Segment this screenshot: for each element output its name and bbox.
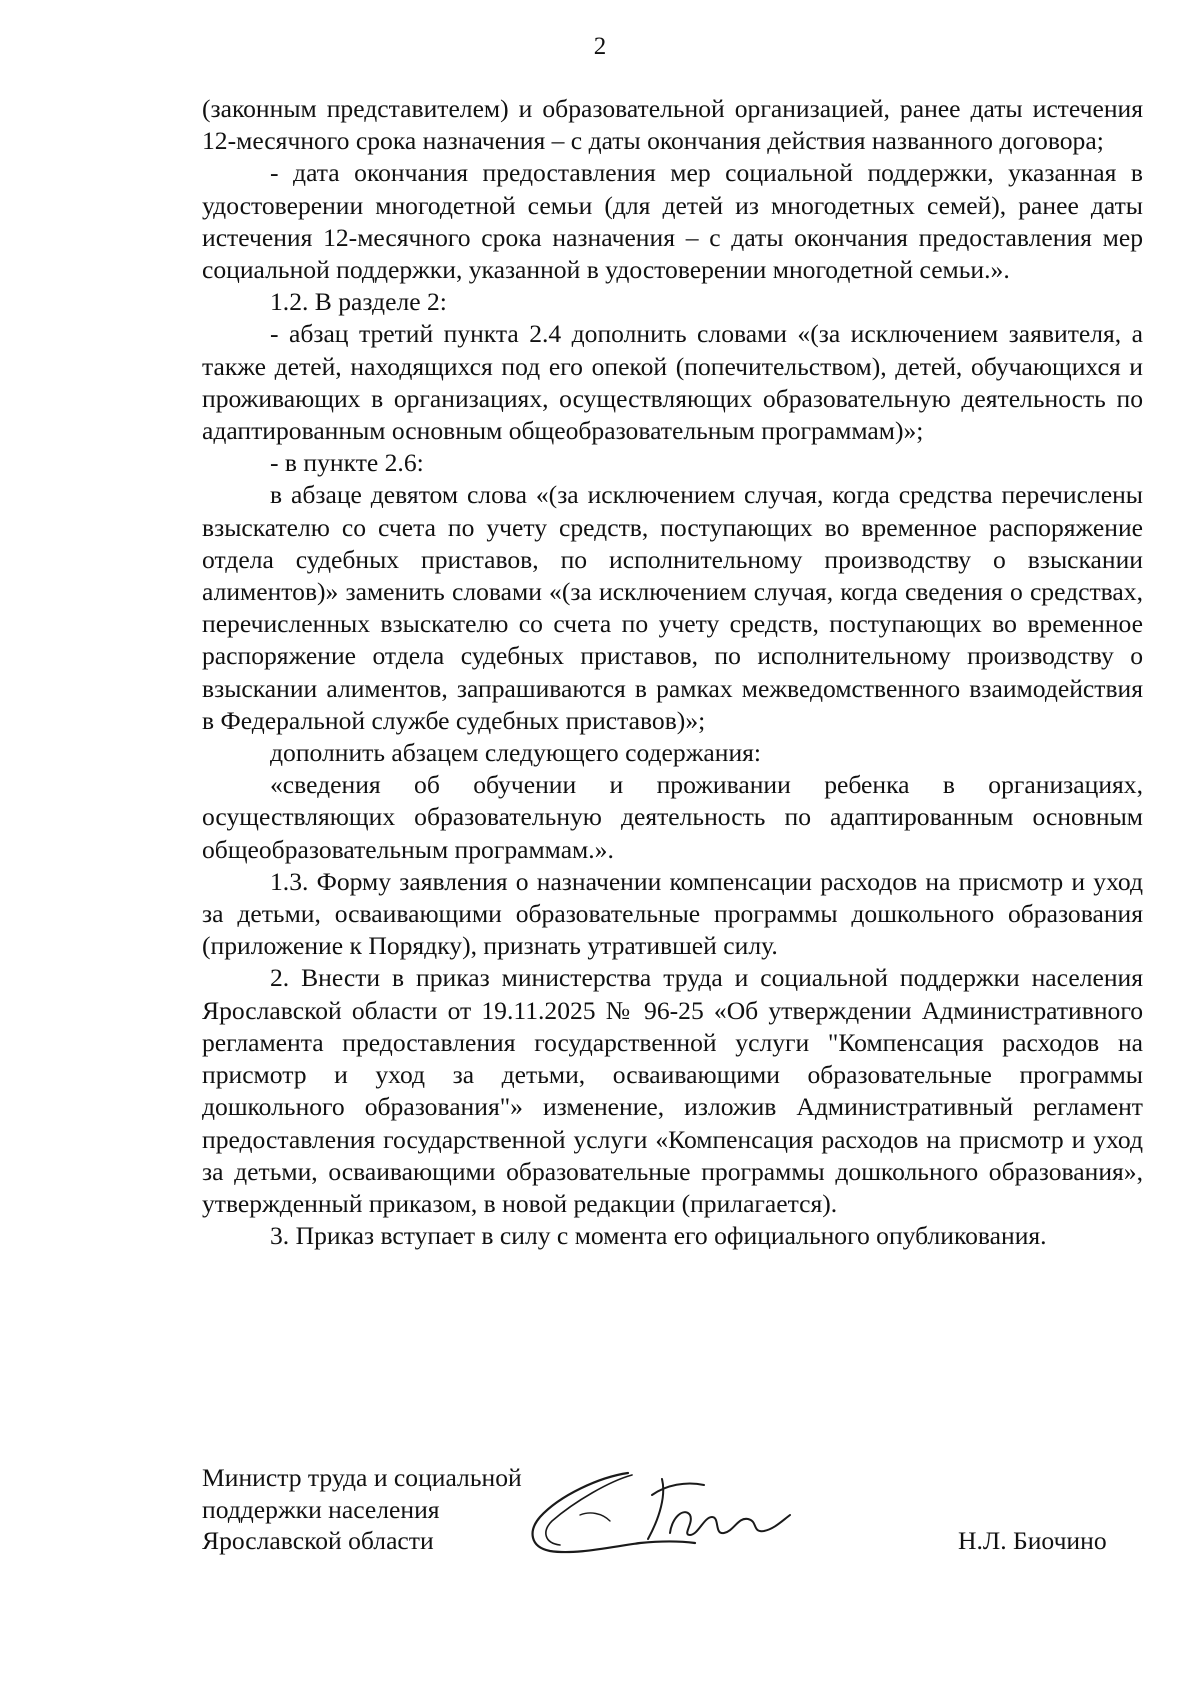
paragraph-continuation: (законным представителем) и образовательной организацией, ранее даты истечения 12-месячного срока назначения – с даты окончания действия названного договора; bbox=[202, 94, 1143, 156]
paragraph-item-2-6: - в пункте 2.6: bbox=[270, 448, 424, 478]
paragraph-new-content: «сведения об обучении и проживании ребенка в организациях, осуществляющих образовательную деятельность по адаптированным основным общеобразовательным программам.». bbox=[202, 770, 1143, 864]
paragraph-add-abzac: дополнить абзацем следующего содержания: bbox=[270, 738, 762, 768]
paragraph-section-3: 3. Приказ вступает в силу с момента его официального опубликования. bbox=[270, 1221, 1047, 1251]
paragraph-section-2: 2. Внести в приказ министерства труда и социальной поддержки населения Ярославской области от 19.11.2025 № 96-25 «Об утверждении Административного регламента предоставления государственной услуги "Компенсация расходов на присмотр и уход за детьми, осваивающими образовательные программы дошкольного образования"» изменение, изложив Административный регламент предоставления государственной услуги «Компенсация расходов на присмотр и уход за детьми, осваивающими образовательные программы дошкольного образования», утвержденный приказом, в новой редакции (прилагается). bbox=[202, 963, 1143, 1218]
signatory-title-line-2: поддержки населения bbox=[202, 1494, 440, 1524]
document-body bbox=[202, 93, 1143, 1252]
signatory-title-line-1: Министр труда и социальной bbox=[202, 1463, 522, 1492]
page-number: 2 bbox=[593, 33, 607, 60]
paragraph-section-1-2: 1.2. В разделе 2: bbox=[270, 287, 447, 317]
signatory-title-line-3: Ярославской области bbox=[202, 1526, 434, 1555]
handwritten-signature bbox=[520, 1455, 800, 1570]
paragraph-item-2-4: - абзац третий пункта 2.4 дополнить словами «(за исключением заявителя, а также детей, находящихся под его опекой (попечительством), детей, обучающихся и проживающих в организациях, осуществляющих образовательную деятельность по адаптированным основным общеобразовательным программам)»; bbox=[202, 319, 1143, 446]
signatory-title bbox=[202, 1462, 522, 1557]
paragraph-multichild-family: - дата окончания предоставления мер социальной поддержки, указанная в удостоверении многодетной семьи (для детей из многодетных семей), ранее даты истечения 12-месячного срока назначения – с даты окончания предоставления мер социальной поддержки, указанной в удостоверении многодетной семьи.». bbox=[202, 158, 1143, 285]
paragraph-ninth-abzac: в абзаце девятом слова «(за исключением случая, когда средства перечислены взыскателю со счета по учету средств, поступающих во временное распоряжение отдела судебных приставов, по исполнительному производству о взыскании алиментов)» заменить словами «(за исключением случая, когда сведения о средствах, перечисленных взыскателю со счета по учету средств, поступающих во временное распоряжение отдела судебных приставов, по исполнительному производству о взыскании алиментов, запрашиваются в рамках межведомственного взаимодействия в Федеральной службе судебных приставов)»; bbox=[202, 480, 1143, 735]
paragraph-section-1-3: 1.3. Форму заявления о назначении компенсации расходов на присмотр и уход за детьми, осваивающими образовательные программы дошкольного образования (приложение к Порядку), признать утратившей силу. bbox=[202, 866, 1143, 961]
signer-name: Н.Л. Биочино bbox=[958, 1526, 1107, 1555]
